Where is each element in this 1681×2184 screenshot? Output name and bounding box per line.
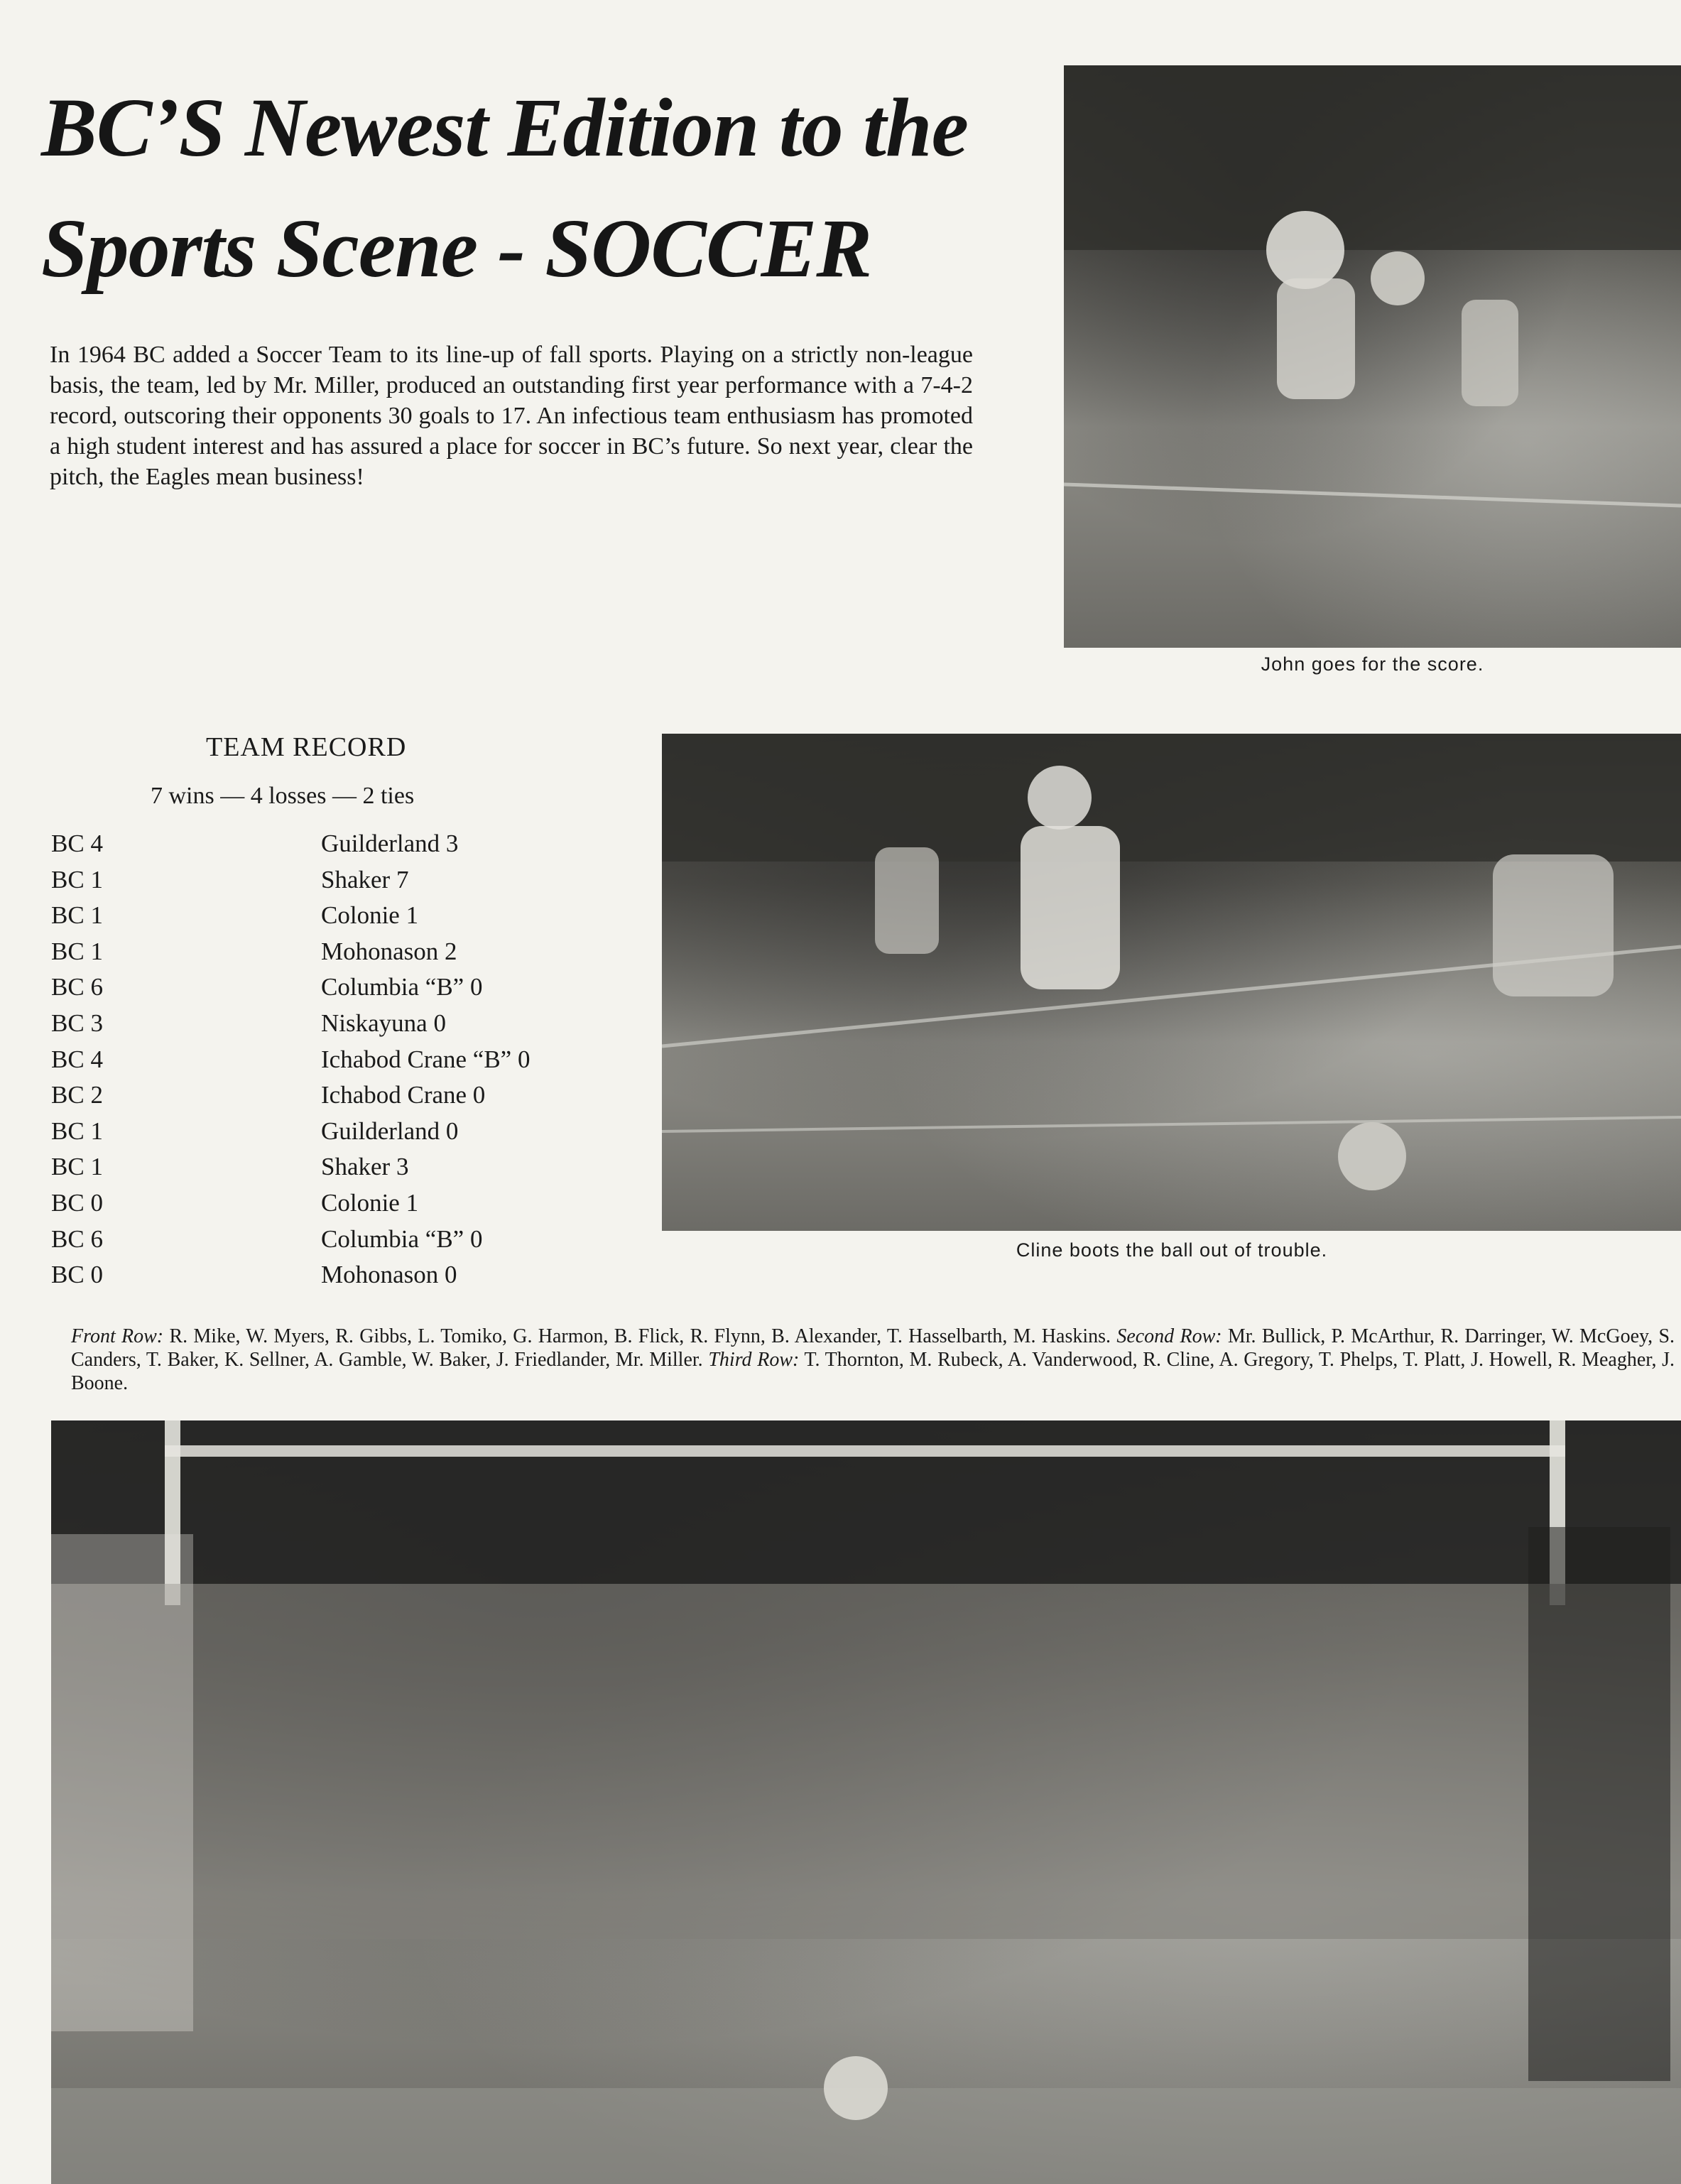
game-row — [51, 862, 619, 898]
photo-john-goes-for-score — [1064, 65, 1681, 648]
game-opponent-score: Ichabod Crane 0 — [321, 1081, 486, 1109]
game-opponent-score: Guilderland 3 — [321, 830, 459, 857]
photo-illustration — [662, 734, 1681, 1231]
roster-front-names: R. Mike, W. Myers, R. Gibbs, L. Tomiko, G. Harmon, B. Flick, R. Flynn, B. Alexander, T. Hasselbarth, M. Haskins. — [169, 1325, 1111, 1347]
game-opponent-score: Columbia “B” 0 — [321, 973, 483, 1001]
team-record-games — [51, 826, 619, 1293]
game-bc-score: BC 6 — [51, 973, 103, 1001]
game-opponent-score: Columbia “B” 0 — [321, 1224, 483, 1253]
game-bc-score: BC 3 — [51, 1009, 103, 1037]
roster-second-label: Second Row: — [1116, 1325, 1222, 1347]
game-bc-score: BC 2 — [51, 1081, 103, 1109]
game-bc-score: BC 4 — [51, 1045, 103, 1073]
game-row — [51, 1185, 619, 1222]
game-row — [51, 1257, 619, 1293]
game-row — [51, 1149, 619, 1185]
game-row — [51, 826, 619, 862]
game-bc-score: BC 1 — [51, 1153, 103, 1181]
game-row — [51, 1077, 619, 1114]
game-opponent-score: Mohonason 0 — [321, 1261, 457, 1289]
game-bc-score: BC 0 — [51, 1188, 103, 1217]
roster-second-names: Mr. Bullick, P. McArthur, R. Darringer, W. McGoey, S. Canders, T. Baker, K. Sellner, A. Gamble, W. Baker, J. Friedlander, Mr. Miller. — [71, 1325, 1675, 1371]
roster-front-label: Front Row: — [71, 1325, 164, 1347]
photo-illustration — [51, 1420, 1681, 2184]
game-row — [51, 1042, 619, 1078]
game-opponent-score: Ichabod Crane “B” 0 — [321, 1045, 531, 1073]
game-row — [51, 1114, 619, 1150]
roster-third-names: T. Thornton, M. Rubeck, A. Vanderwood, R. Cline, A. Gregory, T. Phelps, T. Platt, J. Howell, R. Meagher, J. Boone. — [71, 1349, 1675, 1394]
game-opponent-score: Colonie 1 — [321, 1188, 419, 1217]
game-opponent-score: Niskayuna 0 — [321, 1009, 446, 1037]
game-opponent-score: Guilderland 0 — [321, 1117, 459, 1145]
game-opponent-score: Mohonason 2 — [321, 937, 457, 965]
game-bc-score: BC 1 — [51, 937, 103, 965]
team-photo — [51, 1420, 1681, 2184]
game-bc-score: BC 1 — [51, 901, 103, 930]
game-row — [51, 1006, 619, 1042]
game-opponent-score: Colonie 1 — [321, 901, 419, 930]
photo-caption-top: John goes for the score. — [1261, 653, 1484, 675]
title-line-2: Sports Scene - SOCCER — [41, 202, 872, 295]
team-roster-caption — [71, 1325, 1675, 1395]
game-row — [51, 969, 619, 1006]
game-bc-score: BC 1 — [51, 865, 103, 893]
title-line-1: BC’S Newest Edition to the — [41, 81, 968, 174]
game-bc-score: BC 1 — [51, 1117, 103, 1145]
intro-paragraph: In 1964 BC added a Soccer Team to its line-up of fall sports. Playing on a strictly non-league basis, the team, led by Mr. Miller, produced an outstanding first year performance with a 7-4-2 record, outscoring their opponents 30 goals to 17. An infectious team enthusiasm has promoted a high student interest and has assured a place for soccer in BC’s future. So next year, clear the pitch, the Eagles mean business! — [50, 342, 973, 490]
photo-illustration — [1064, 65, 1681, 648]
team-record-summary: 7 wins — 4 losses — 2 ties — [151, 783, 415, 809]
team-record-heading: TEAM RECORD — [206, 732, 407, 762]
game-row — [51, 898, 619, 934]
game-row — [51, 934, 619, 970]
game-opponent-score: Shaker 7 — [321, 865, 409, 893]
game-bc-score: BC 4 — [51, 830, 103, 857]
game-bc-score: BC 0 — [51, 1261, 103, 1289]
game-opponent-score: Shaker 3 — [321, 1153, 409, 1181]
game-row — [51, 1222, 619, 1258]
page-title — [41, 67, 1035, 309]
game-bc-score: BC 6 — [51, 1224, 103, 1253]
photo-caption-middle: Cline boots the ball out of trouble. — [1016, 1239, 1328, 1261]
roster-third-label: Third Row: — [708, 1349, 800, 1371]
photo-cline-boots-ball — [662, 734, 1681, 1231]
